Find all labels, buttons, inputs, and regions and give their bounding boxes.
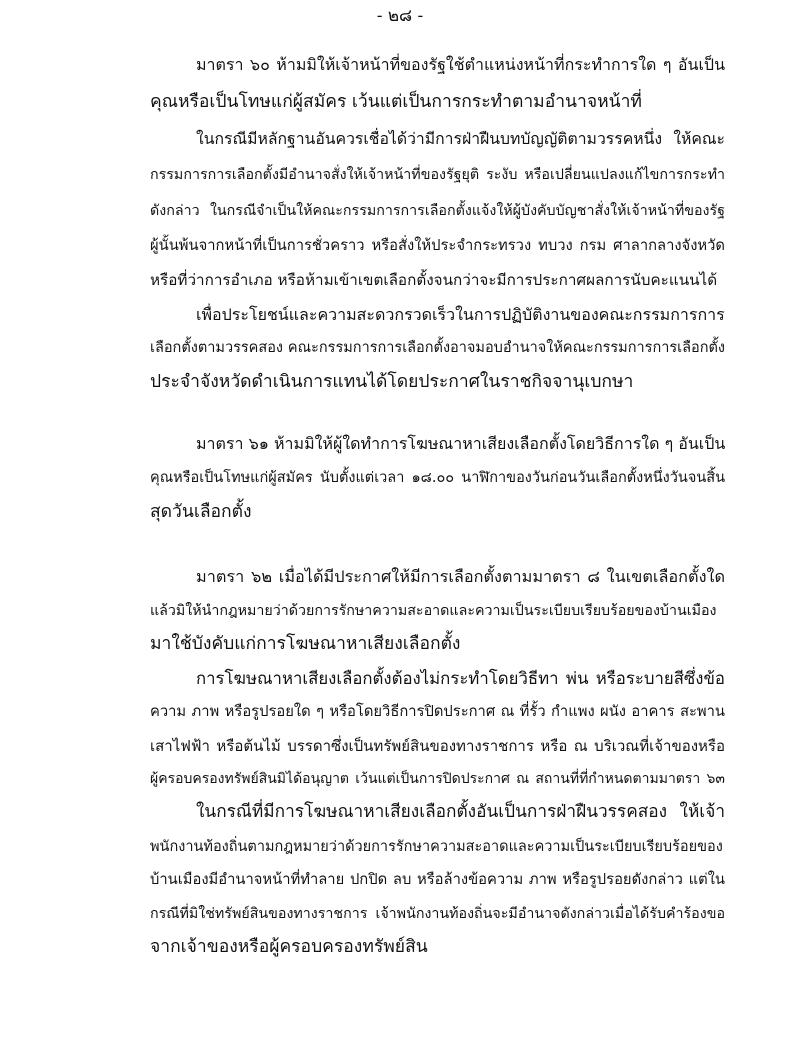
section-60-line-5: ดังกล่าว ในกรณีจำเป็นให้คณะกรรมการการเลือกตั้งแจ้งให้ผู้บังคับบัญชาสั่งให้เจ้าหน้าที่ของรัฐ	[150, 203, 725, 219]
section-62-line-6: เสาไฟฟ้า หรือต้นไม้ บรรดาซึ่งเป็นทรัพย์สินของทางราชการ หรือ ณ บริเวณที่เจ้าของหรือ	[150, 737, 725, 755]
section-61-line-3: สุดวันเลือกตั้ง	[150, 502, 252, 522]
section-61-line-1: มาตรา ๖๑ ห้ามมิให้ผู้ใดทำการโฆษณาหาเสียงเลือกตั้งโดยวิธีการใด ๆ อันเป็น	[196, 434, 726, 453]
section-60-line-2: คุณหรือเป็นโทษแก่ผู้สมัคร เว้นแต่เป็นการกระทำตามอำนาจหน้าที่	[150, 92, 642, 112]
section-62-line-8: ในกรณีที่มีการโฆษณาหาเสียงเลือกตั้งอันเป็นการฝ่าฝืนวรรคสอง ให้เจ้า	[196, 802, 725, 822]
section-62-line-1: มาตรา ๖๒ เมื่อได้มีประกาศให้มีการเลือกตั้งตามมาตรา ๘ ในเขตเลือกตั้งใด	[196, 567, 725, 586]
section-62-line-11: กรณีที่มิใช่ทรัพย์สินของทางราชการ เจ้าพนักงานท้องถิ่นจะมีอำนาจดังกล่าวเมื่อได้รับคำร้องขอ	[150, 906, 725, 922]
section-60-line-6: ผู้นั้นพ้นจากหน้าที่เป็นการชั่วคราว หรือสั่งให้ประจำกระทรวง ทบวง กรม ศาลากลางจังหวัด	[150, 237, 725, 254]
section-62-line-5: ความ ภาพ หรือรูปรอยใด ๆ หรือโดยวิธีการปิดประกาศ ณ ที่รั้ว กำแพง ผนัง อาคาร สะพาน	[150, 703, 725, 720]
section-62-line-9: พนักงานท้องถิ่นตามกฎหมายว่าด้วยการรักษาความสะอาดและความเป็นระเบียบเรียบร้อยของ	[150, 839, 723, 855]
page-number: - ๒๘ -	[376, 6, 424, 26]
section-62-line-2: แล้วมิให้นำกฎหมายว่าด้วยการรักษาความสะอาดและความเป็นระเบียบเรียบร้อยของบ้านเมือง	[150, 603, 717, 619]
section-60-line-9: เลือกตั้งตามวรรคสอง คณะกรรมการการเลือกตั้งอาจมอบอำนาจให้คณะกรรมการการเลือกตั้ง	[150, 340, 725, 356]
section-62-line-10: บ้านเมืองมีอำนาจหน้าที่ทำลาย ปกปิด ลบ หรือล้างข้อความ ภาพ หรือรูปรอยดังกล่าว แต่ใน	[150, 871, 725, 888]
section-62-line-7: ผู้ครอบครองทรัพย์สินมิได้อนุญาต เว้นแต่เป็นการปิดประกาศ ณ สถานที่ที่กำหนดตามมาตรา ๖๓	[150, 771, 725, 787]
section-62-line-4: การโฆษณาหาเสียงเลือกตั้งต้องไม่กระทำโดยวิธีทา พ่น หรือระบายสีซึ่งข้อ	[196, 668, 725, 688]
section-61-line-2: คุณหรือเป็นโทษแก่ผู้สมัคร นับตั้งแต่เวลา ๑๘.๐๐ นาฬิกาของวันก่อนวันเลือกตั้งหนึ่งวันจนสิ้น	[150, 470, 725, 486]
section-60-line-8: เพื่อประโยชน์และความสะดวกรวดเร็วในการปฏิบัติงานของคณะกรรมการการ	[196, 305, 725, 324]
section-60-line-7: หรือที่ว่าการอำเภอ หรือห้ามเข้าเขตเลือกตั้งจนกว่าจะมีการประกาศผลการนับคะแนนได้	[150, 271, 718, 289]
section-62-line-3: มาใช้บังคับแก่การโฆษณาหาเสียงเลือกตั้ง	[150, 634, 461, 654]
section-60-line-3: ในกรณีมีหลักฐานอันควรเชื่อได้ว่ามีการฝ่าฝืนบทบัญญัติตามวรรคหนึ่ง ให้คณะ	[196, 129, 725, 148]
section-60-line-4: กรรมการการเลือกตั้งมีอำนาจสั่งให้เจ้าหน้าที่ของรัฐยุติ ระงับ หรือเปลี่ยนแปลงแก้ไขการกระทำ	[150, 167, 725, 183]
section-60-line-10: ประจำจังหวัดดำเนินการแทนได้โดยประกาศในราชกิจจานุเบกษา	[150, 372, 634, 392]
section-62-line-12: จากเจ้าของหรือผู้ครอบครองทรัพย์สิน	[150, 937, 428, 957]
section-60-line-1: มาตรา ๖๐ ห้ามมิให้เจ้าหน้าที่ของรัฐใช้ตำแหน่งหน้าที่กระทำการใด ๆ อันเป็น	[196, 55, 725, 74]
